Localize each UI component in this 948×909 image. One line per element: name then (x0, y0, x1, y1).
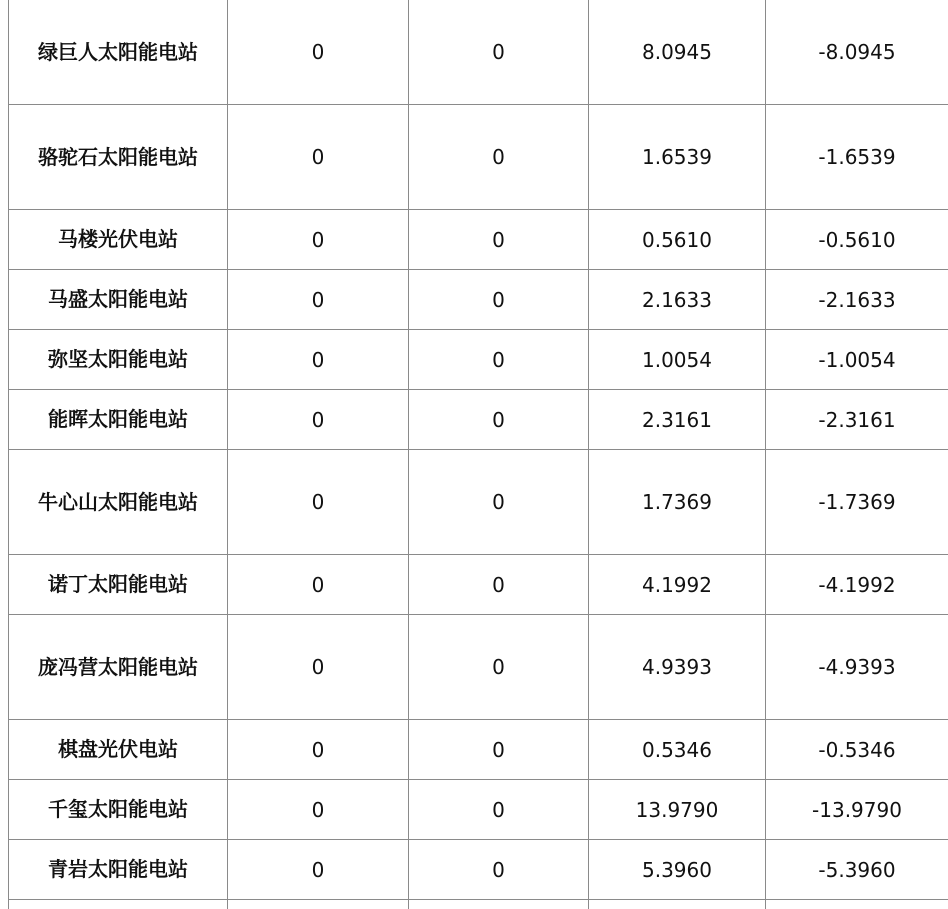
value-cell-3: 1.6539 (589, 105, 766, 210)
value-cell-3: 2.1633 (589, 270, 766, 330)
value-cell-3: 5.3960 (589, 840, 766, 900)
value-cell-4: -4.1992 (766, 555, 948, 615)
value-cell-1: 0 (228, 720, 409, 780)
value-cell-2: 0 (409, 615, 589, 720)
station-name-cell: 青岩太阳能电站 (9, 840, 228, 900)
value-cell-1: 0 (228, 840, 409, 900)
value-cell-3: 4.1992 (589, 555, 766, 615)
value-cell-2: 0 (409, 105, 589, 210)
table-row (9, 270, 948, 330)
table-row (9, 390, 948, 450)
value-cell-2: 0 (409, 780, 589, 840)
empty-cell (9, 900, 228, 909)
table-row (9, 720, 948, 780)
power-station-table (8, 0, 948, 909)
table-row-partial (9, 900, 948, 909)
value-cell-1: 0 (228, 390, 409, 450)
table-row (9, 330, 948, 390)
value-cell-3: 13.9790 (589, 780, 766, 840)
value-cell-3: 1.0054 (589, 330, 766, 390)
table-row (9, 450, 948, 555)
table-row (9, 105, 948, 210)
value-cell-3: 4.9393 (589, 615, 766, 720)
value-cell-3: 0.5346 (589, 720, 766, 780)
value-cell-4: -1.6539 (766, 105, 948, 210)
station-name-cell: 马楼光伏电站 (9, 210, 228, 270)
value-cell-2: 0 (409, 390, 589, 450)
value-cell-2: 0 (409, 330, 589, 390)
value-cell-4: -2.3161 (766, 390, 948, 450)
value-cell-4: -5.3960 (766, 840, 948, 900)
empty-cell (589, 900, 766, 909)
station-name-cell: 马盛太阳能电站 (9, 270, 228, 330)
empty-cell (766, 900, 948, 909)
value-cell-3: 8.0945 (589, 0, 766, 105)
table-row (9, 780, 948, 840)
value-cell-1: 0 (228, 105, 409, 210)
value-cell-4: -13.9790 (766, 780, 948, 840)
table-row (9, 210, 948, 270)
value-cell-1: 0 (228, 555, 409, 615)
empty-cell (409, 900, 589, 909)
value-cell-2: 0 (409, 210, 589, 270)
station-name-cell: 棋盘光伏电站 (9, 720, 228, 780)
station-name-cell: 诺丁太阳能电站 (9, 555, 228, 615)
value-cell-2: 0 (409, 555, 589, 615)
value-cell-1: 0 (228, 0, 409, 105)
value-cell-1: 0 (228, 615, 409, 720)
station-name-cell: 弥坚太阳能电站 (9, 330, 228, 390)
table-body (9, 0, 948, 909)
station-name-cell: 牛心山太阳能电站 (9, 450, 228, 555)
value-cell-4: -0.5346 (766, 720, 948, 780)
value-cell-2: 0 (409, 270, 589, 330)
value-cell-3: 2.3161 (589, 390, 766, 450)
station-name-cell: 骆驼石太阳能电站 (9, 105, 228, 210)
value-cell-1: 0 (228, 450, 409, 555)
value-cell-1: 0 (228, 330, 409, 390)
station-name-cell: 绿巨人太阳能电站 (9, 0, 228, 105)
value-cell-4: -4.9393 (766, 615, 948, 720)
value-cell-2: 0 (409, 840, 589, 900)
value-cell-4: -1.0054 (766, 330, 948, 390)
value-cell-4: -2.1633 (766, 270, 948, 330)
table-row (9, 0, 948, 105)
station-name-cell: 千玺太阳能电站 (9, 780, 228, 840)
table-row (9, 615, 948, 720)
table-container (8, 0, 948, 909)
value-cell-2: 0 (409, 720, 589, 780)
value-cell-1: 0 (228, 270, 409, 330)
value-cell-3: 1.7369 (589, 450, 766, 555)
table-row (9, 840, 948, 900)
table-row (9, 555, 948, 615)
value-cell-2: 0 (409, 450, 589, 555)
value-cell-4: -8.0945 (766, 0, 948, 105)
value-cell-4: -1.7369 (766, 450, 948, 555)
station-name-cell: 庞冯营太阳能电站 (9, 615, 228, 720)
value-cell-3: 0.5610 (589, 210, 766, 270)
value-cell-1: 0 (228, 210, 409, 270)
value-cell-1: 0 (228, 780, 409, 840)
value-cell-4: -0.5610 (766, 210, 948, 270)
station-name-cell: 能晖太阳能电站 (9, 390, 228, 450)
value-cell-2: 0 (409, 0, 589, 105)
empty-cell (228, 900, 409, 909)
